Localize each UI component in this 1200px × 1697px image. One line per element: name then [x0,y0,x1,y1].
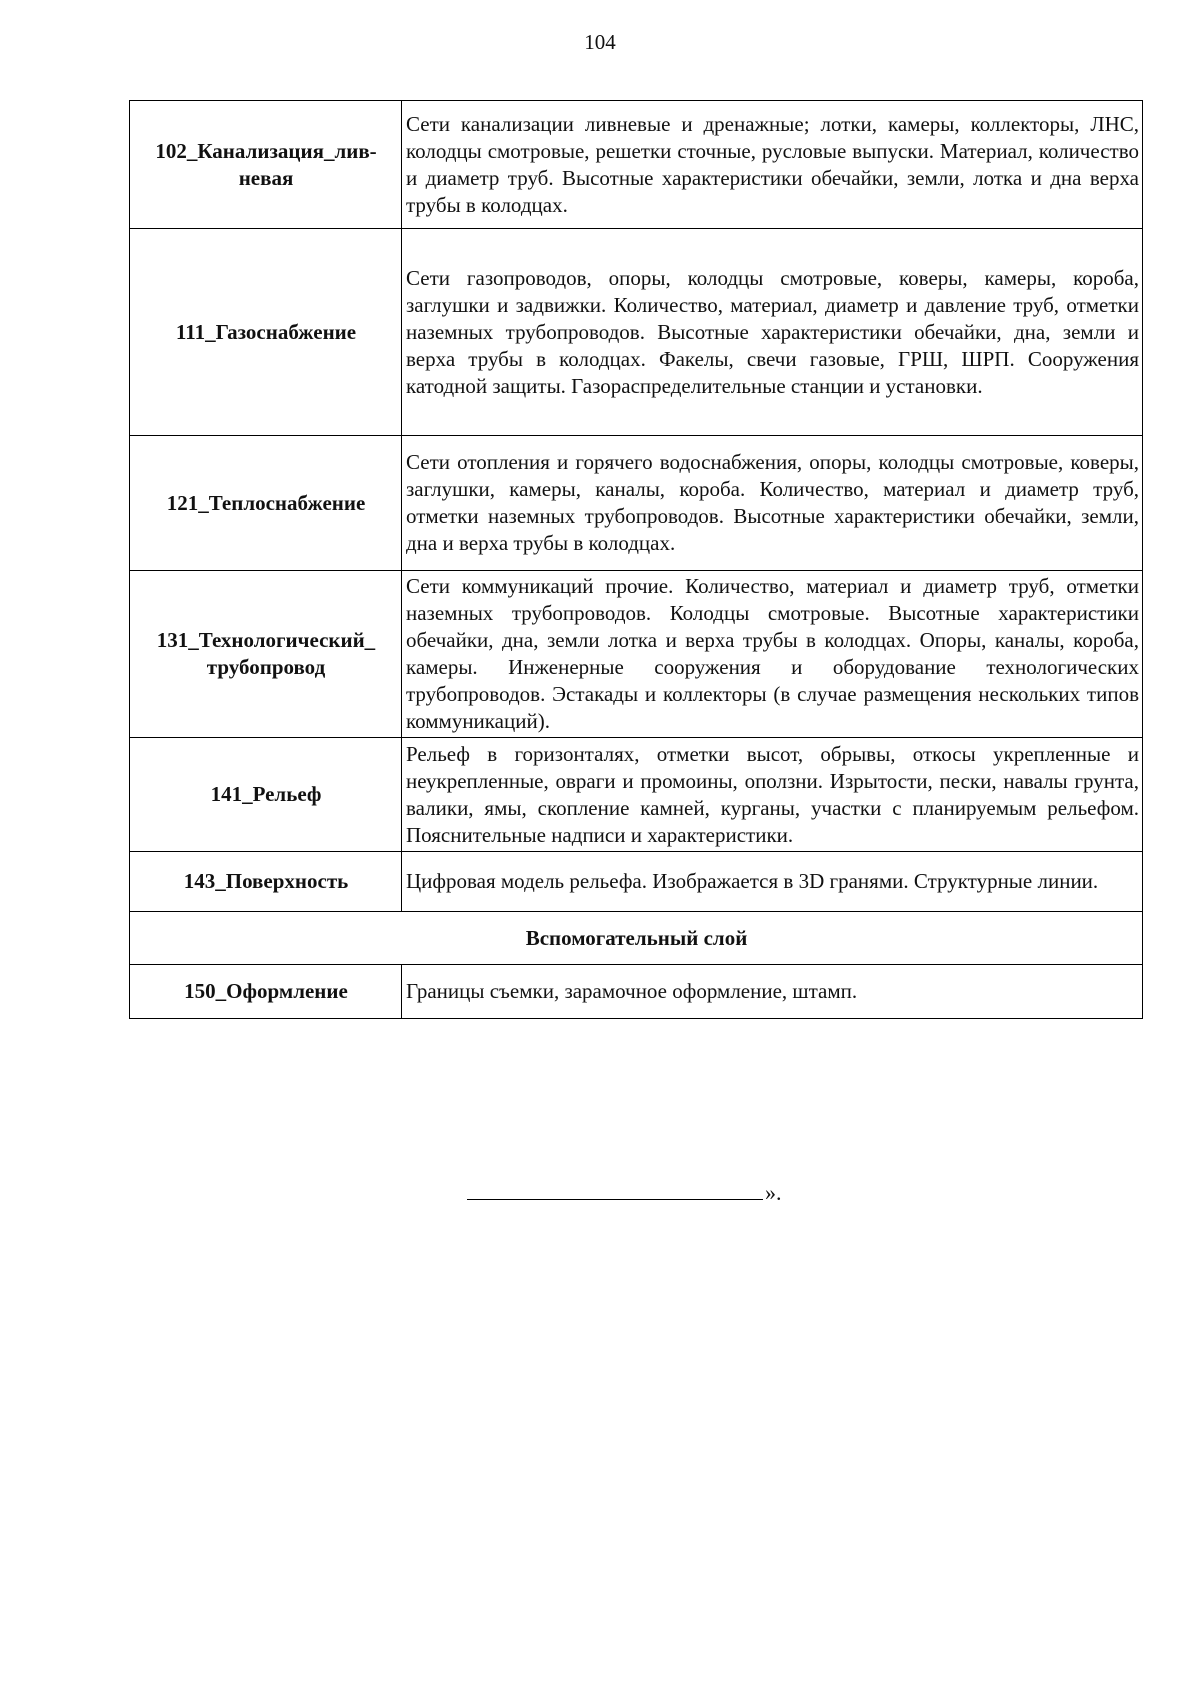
layer-code: 102_Канализация_лив-невая [130,101,402,229]
closing-line [467,1180,782,1206]
table-row [130,965,1143,1019]
closing-mark: ». [765,1180,782,1205]
layer-description: Рельеф в горизонталях, отметки высот, обрывы, откосы укрепленные и неукрепленные, овраги и промоины, оползни. Изрытости, пески, навалы грунта, валики, ямы, скопление камней, курганы, участки с планируемым рельефом. Пояснительные надписи и характеристики. [402,738,1143,852]
layer-description: Сети канализации ливневые и дренажные; лотки, камеры, коллекторы, ЛНС, колодцы смотровые, решетки сточные, русловые выпуски. Материал, количество и диаметр труб. Высотные характеристики обечайки, земли, лотка и дна верха трубы в колодцах. [402,101,1143,229]
layer-code: 111_Газоснабжение [130,229,402,436]
layer-code: 121_Теплоснабжение [130,436,402,571]
table-row [130,738,1143,852]
layer-description: Сети газопроводов, опоры, колодцы смотровые, коверы, камеры, короба, заглушки и задвижки. Количество, материал, диаметр и давление труб, отметки наземных трубопроводов. Высотные характеристики обечайки, дна, земли и верха трубы в колодцах. Факелы, свечи газовые, ГРШ, ШРП. Сооружения катодной защиты. Газораспределительные станции и установки. [402,229,1143,436]
table-row [130,571,1143,738]
layer-code: 143_Поверхность [130,852,402,912]
layer-code: 131_Технологический_ трубопровод [130,571,402,738]
layer-description: Границы съемки, зарамочное оформление, штамп. [402,965,1143,1019]
table-row [130,101,1143,229]
table-row [130,436,1143,571]
layer-description: Сети отопления и горячего водоснабжения, опоры, колодцы смотровые, коверы, заглушки, камеры, каналы, короба. Количество, материал и диаметр труб, отметки наземных трубопроводов. Высотные характеристики обечайки, земли, дна и верха трубы в колодцах. [402,436,1143,571]
section-heading: Вспомогательный слой [130,912,1143,965]
closing-rule [467,1198,763,1200]
layer-description: Сети коммуникаций прочие. Количество, материал и диаметр труб, отметки наземных трубопроводов. Колодцы смотровые. Высотные характеристики обечайки, дна, земли лотка и верха трубы в колодцах. Опоры, каналы, короба, камеры. Инженерные сооружения и оборудование технологических трубопроводов. Эстакады и коллекторы (в случае размещения нескольких типов коммуникаций). [402,571,1143,738]
layer-description: Цифровая модель рельефа. Изображается в 3D гранями. Структурные линии. [402,852,1143,912]
table-row [130,852,1143,912]
table-row [130,229,1143,436]
layers-table [129,100,1143,1019]
section-row [130,912,1143,965]
layer-code: 150_Оформление [130,965,402,1019]
page-number: 104 [584,30,616,54]
layer-code: 141_Рельеф [130,738,402,852]
